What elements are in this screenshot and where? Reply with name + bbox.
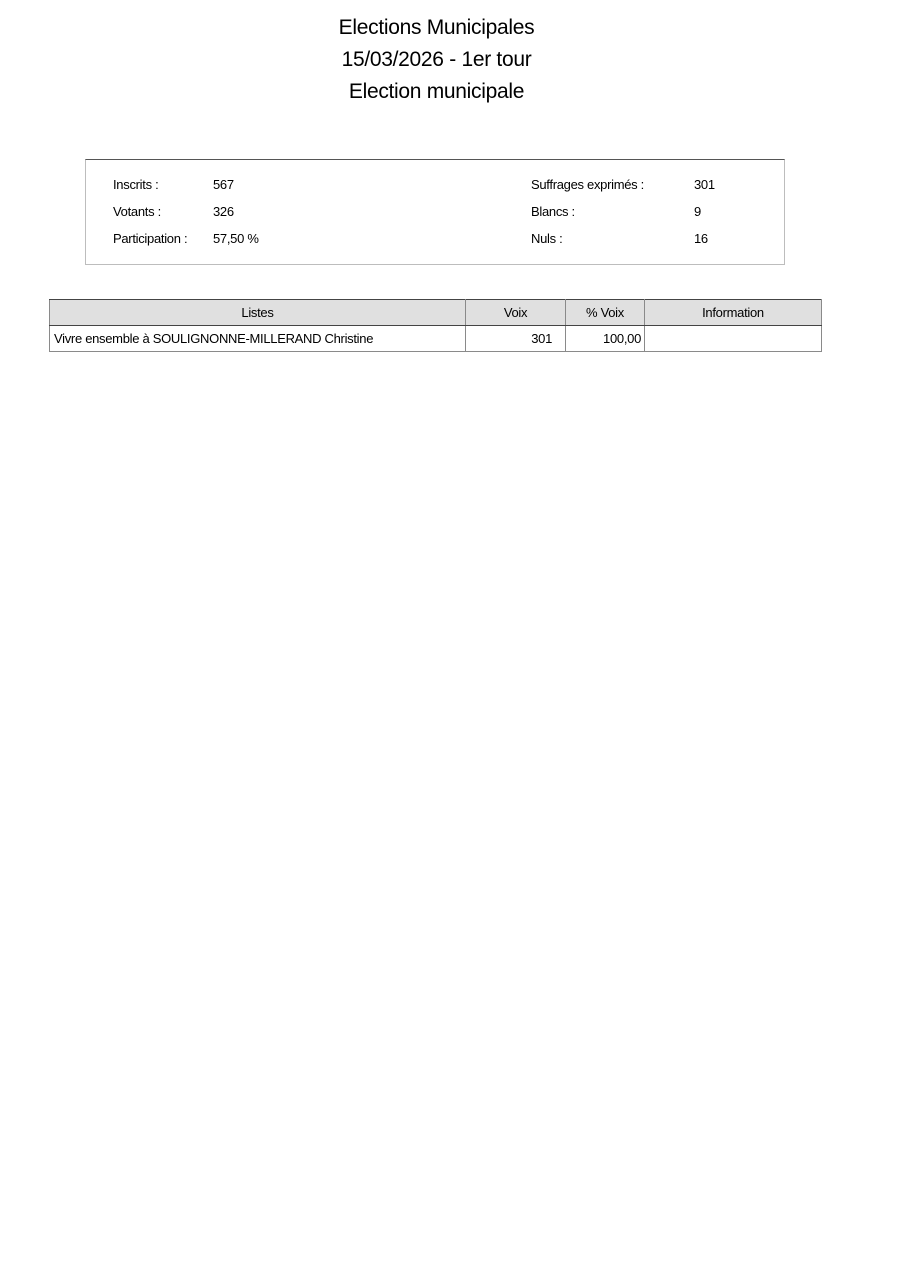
- summary-box: [85, 159, 785, 265]
- results-table: [49, 299, 822, 352]
- nuls-label: Nuls :: [531, 231, 563, 246]
- cell-information: [645, 326, 822, 352]
- exprimes-label: Suffrages exprimés :: [531, 177, 644, 192]
- header-listes: Listes: [50, 300, 466, 326]
- votants-value: 326: [213, 204, 234, 219]
- cell-liste: Vivre ensemble à SOULIGNONNE-MILLERAND Christine: [50, 326, 466, 352]
- election-subtitle: Election municipale: [348, 80, 525, 103]
- inscrits-value: 567: [213, 177, 234, 192]
- blancs-value: 9: [694, 204, 701, 219]
- header-pct-voix: % Voix: [566, 300, 645, 326]
- cell-voix: 301: [466, 326, 566, 352]
- participation-value: 57,50 %: [213, 231, 259, 246]
- blancs-label: Blancs :: [531, 204, 575, 219]
- votants-label: Votants :: [113, 204, 161, 219]
- document-title: Elections Municipales: [338, 16, 535, 39]
- nuls-value: 16: [694, 231, 708, 246]
- cell-pct-voix: 100,00: [566, 326, 645, 352]
- header-information: Information: [645, 300, 822, 326]
- exprimes-value: 301: [694, 177, 715, 192]
- header-voix: Voix: [466, 300, 566, 326]
- participation-label: Participation :: [113, 231, 188, 246]
- table-header-row: [50, 300, 822, 326]
- table-row: [50, 326, 822, 352]
- document-header: [0, 12, 873, 108]
- election-date-round: 15/03/2026 - 1er tour: [341, 48, 532, 71]
- inscrits-label: Inscrits :: [113, 177, 159, 192]
